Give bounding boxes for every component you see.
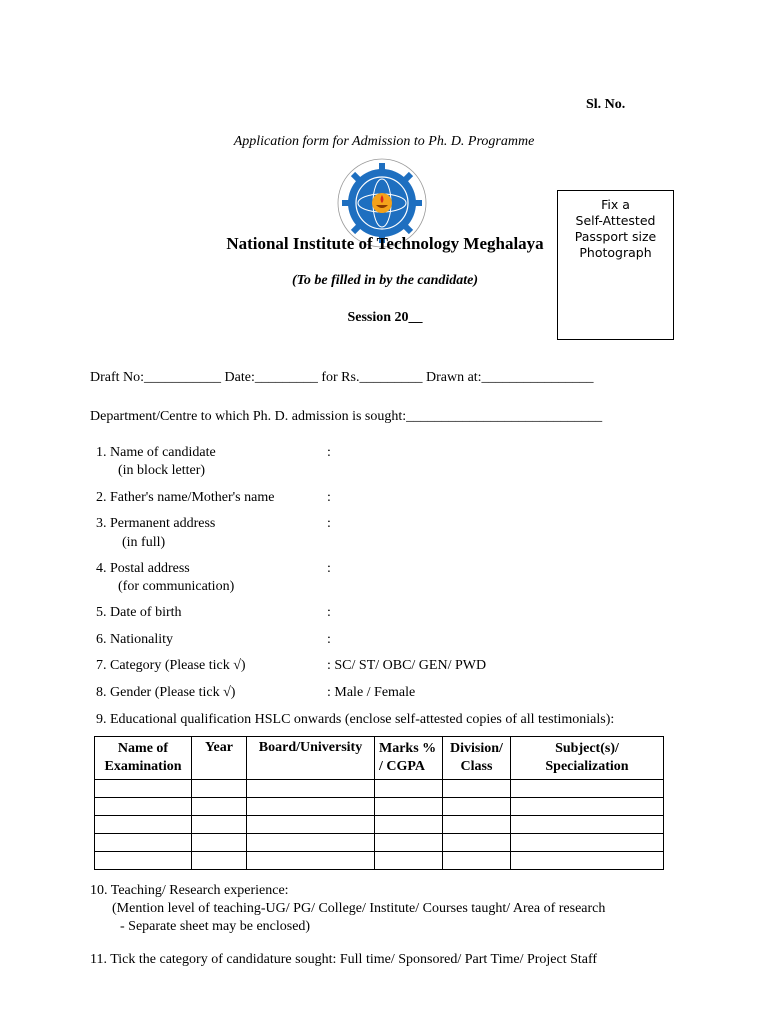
field-label-category: 7. Category (Please tick √) [96,658,246,673]
field-label-permanent-address: 3. Permanent address [96,516,216,531]
form-title: Application form for Admission to Ph. D. Programme [233,134,535,149]
field-label-nationality: 6. Nationality [96,632,173,647]
field-value-name[interactable]: : [327,445,331,460]
col-header-year: Year [192,737,247,780]
col-header-examination: Name of Examination [95,737,192,780]
field-label-name: 1. Name of candidate [96,445,216,460]
teaching-experience-note: (Mention level of teaching-UG/ PG/ College/ Institute/ Courses taught/ Area of research [112,901,606,916]
photo-box-line: Fix a [601,197,630,212]
photo-box-line: Passport size [574,229,657,244]
table-row[interactable] [95,852,664,870]
field-label-postal-address: 4. Postal address [96,561,190,576]
education-table [94,736,664,870]
field-sublabel-permanent-address: (in full) [122,535,166,550]
field-value-postal-address[interactable]: : [327,561,331,576]
col-header-board: Board/University [247,737,375,780]
col-header-division: Division/ Class [443,737,511,780]
field-value-parent-name[interactable]: : [327,490,331,505]
photo-box-line: Self-Attested [575,213,656,228]
field-value-gender[interactable]: : Male / Female [327,685,416,700]
field-label-dob: 5. Date of birth [96,605,182,620]
field-sublabel-name: (in block letter) [118,463,206,478]
teaching-experience-note-2: - Separate sheet may be enclosed) [120,919,311,934]
photo-box-line: Photograph [579,245,652,260]
field-value-category[interactable]: : SC/ ST/ OBC/ GEN/ PWD [327,658,487,673]
institute-name: National Institute of Technology Meghalaya [226,234,544,253]
teaching-experience-heading: 10. Teaching/ Research experience: [90,883,289,898]
draft-details-line[interactable]: Draft No:___________ Date:_________ for Rs._________ Drawn at:________________ [90,370,594,385]
field-sublabel-postal-address: (for communication) [118,579,235,594]
fill-instruction: (To be filled in by the candidate) [291,273,479,288]
field-label-parent-name: 2. Father's name/Mother's name [96,490,275,505]
col-header-marks: Marks % / CGPA [375,737,443,780]
serial-number-label: Sl. No. [586,97,626,112]
field-label-gender: 8. Gender (Please tick √) [96,685,236,700]
education-heading: 9. Educational qualification HSLC onwards (enclose self-attested copies of all testimonials): [96,712,615,727]
table-row[interactable] [95,834,664,852]
field-value-nationality[interactable]: : [327,632,331,647]
table-header-row [95,737,664,780]
photo-box [557,190,674,340]
field-value-permanent-address[interactable]: : [327,516,331,531]
table-row[interactable] [95,780,664,798]
field-value-dob[interactable]: : [327,605,331,620]
table-row[interactable] [95,816,664,834]
department-line[interactable]: Department/Centre to which Ph. D. admission is sought:____________________________ [90,409,603,424]
candidature-category-line[interactable]: 11. Tick the category of candidature sought: Full time/ Sponsored/ Part Time/ Project Staff [90,952,598,967]
col-header-subject: Subject(s)/ Specialization [511,737,664,780]
session-label: Session 20__ [347,310,423,325]
table-row[interactable] [95,798,664,816]
